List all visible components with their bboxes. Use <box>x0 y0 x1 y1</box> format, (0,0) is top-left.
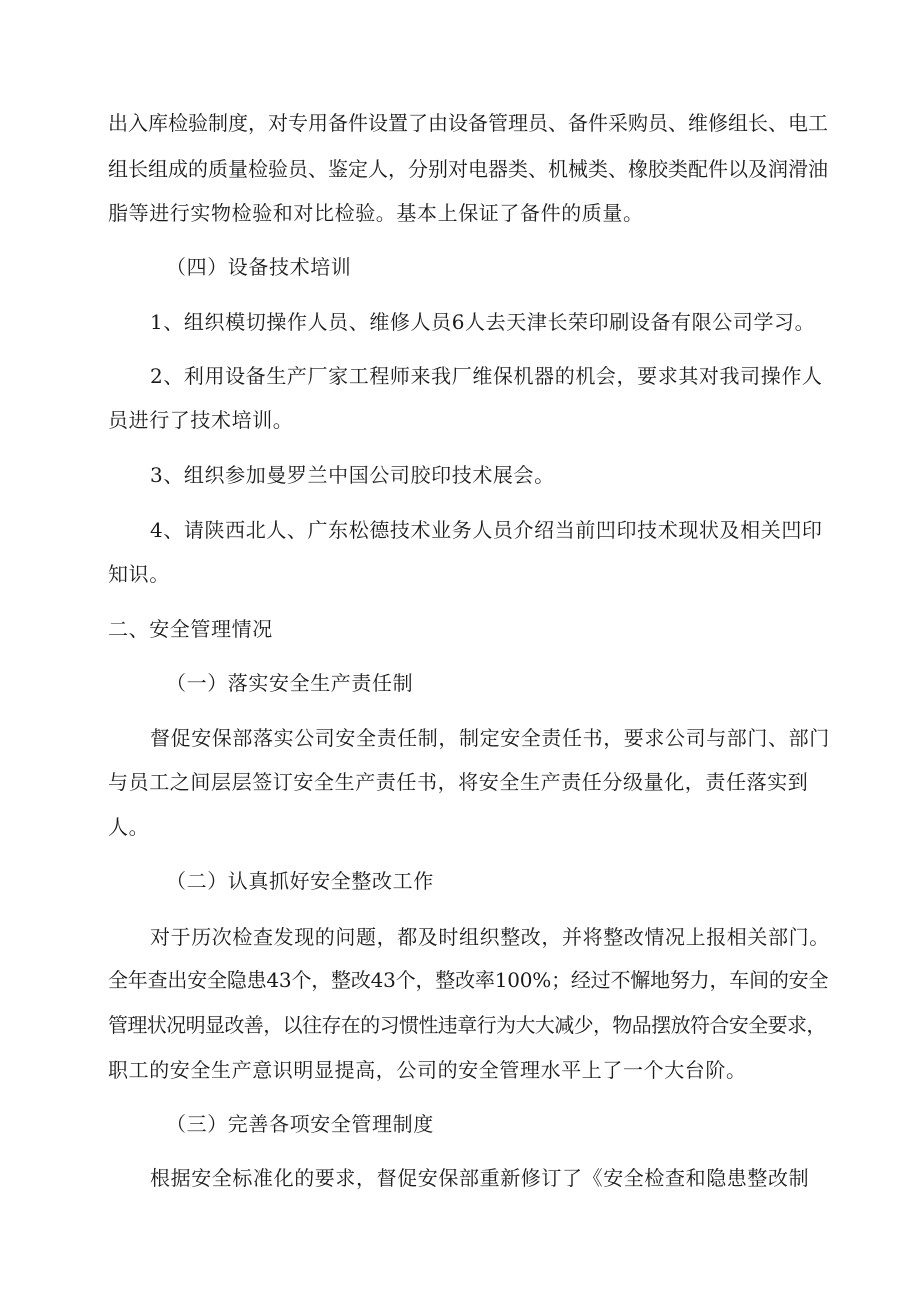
list-item: 2、利用设备生产厂家工程师来我厂维保机器的机会，要求其对我司操作人 <box>150 364 823 388</box>
subsection-heading: （一）落实安全生产责任制 <box>166 671 414 695</box>
paragraph-line: 组长组成的质量检验员、鉴定人，分别对电器类、机械类、橡胶类配件以及润滑油 <box>108 157 828 181</box>
paragraph-line: 对于历次检查发现的问题，都及时组织整改，并将整改情况上报相关部门。 <box>150 925 830 949</box>
subsection-heading: （三）完善各项安全管理制度 <box>166 1112 434 1136</box>
paragraph-line: 全年查出安全隐患43个，整改43个，整改率100%；经过不懈地努力，车间的安全 <box>108 968 829 992</box>
subsection-heading: （四）设备技术培训 <box>166 255 352 279</box>
subsection-heading: （二）认真抓好安全整改工作 <box>166 869 434 893</box>
list-item-continuation: 员进行了技术培训。 <box>108 408 294 432</box>
paragraph-line: 出入库检验制度，对专用备件设置了由设备管理员、备件采购员、维修组长、电工 <box>108 111 828 135</box>
list-item-continuation: 知识。 <box>108 562 170 586</box>
list-item: 3、组织参加曼罗兰中国公司胶印技术展会。 <box>150 463 555 487</box>
list-item: 1、组织模切操作人员、维修人员6人去天津长荣印刷设备有限公司学习。 <box>150 310 816 334</box>
paragraph-line: 人。 <box>108 815 150 839</box>
paragraph-line: 管理状况明显改善，以往存在的习惯性违章行为大大减少，物品摆放符合安全要求， <box>108 1013 826 1037</box>
paragraph-line: 根据安全标准化的要求，督促安保部重新修订了《安全检查和隐患整改制 <box>150 1166 810 1190</box>
paragraph-line: 脂等进行实物检验和对比检验。基本上保证了备件的质量。 <box>108 201 644 225</box>
paragraph-line: 与员工之间层层签订安全生产责任书，将安全生产责任分级量化，责任落实到 <box>108 770 809 794</box>
list-item: 4、请陕西北人、广东松德技术业务人员介绍当前凹印技术现状及相关凹印 <box>150 518 823 542</box>
section-heading: 二、安全管理情况 <box>108 617 273 641</box>
paragraph-line: 职工的安全生产意识明显提高，公司的安全管理水平上了一个大台阶。 <box>108 1058 747 1082</box>
paragraph-line: 督促安保部落实公司安全责任制，制定安全责任书，要求公司与部门、部门 <box>150 726 830 750</box>
